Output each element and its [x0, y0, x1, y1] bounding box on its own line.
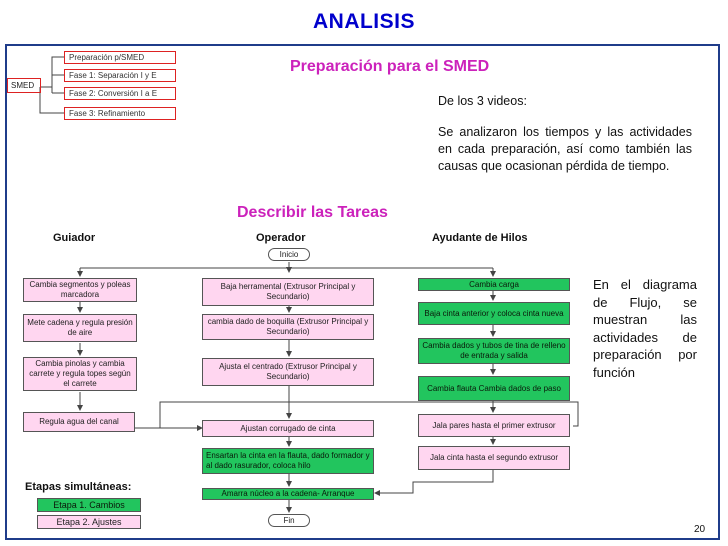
column-header-operador: Operador	[256, 232, 306, 244]
legend-title: Etapas simultáneas:	[25, 481, 132, 493]
smed-branch-fase3: Fase 3: Refinamiento	[64, 107, 176, 120]
flow-end-node: Fin	[268, 514, 310, 527]
operador-task: Ajustan corrugado de cinta	[202, 420, 374, 437]
operador-task: cambia dado de boquilla (Extrusor Principal y Secundario)	[202, 314, 374, 340]
guiador-task: Regula agua del canal	[23, 412, 135, 432]
guiador-task: Cambia segmentos y poleas marcadora	[23, 278, 137, 302]
side-note: En el diagrama de Flujo, se muestran las actividades de preparación por función	[593, 277, 697, 380]
guiador-task: Mete cadena y regula presión de aire	[23, 314, 137, 342]
page-number: 20	[694, 524, 706, 535]
ayudante-task: Cambia carga	[418, 278, 570, 291]
operador-task: Ajusta el centrado (Extrusor Principal y Secundario)	[202, 358, 374, 386]
ayudante-task: Baja cinta anterior y coloca cinta nueva	[418, 302, 570, 325]
smed-branch-fase2: Fase 2: Conversión I a E	[64, 87, 176, 100]
legend-stage-2: Etapa 2. Ajustes	[37, 515, 141, 529]
operador-task: Baja herramental (Extrusor Principal y Secundario)	[202, 278, 374, 306]
smed-root-node: SMED	[7, 78, 41, 93]
smed-branch-preparacion: Preparación p/SMED	[64, 51, 176, 64]
ayudante-task: Jala cinta hasta el segundo extrusor	[418, 446, 570, 470]
guiador-task: Cambia pinolas y cambia carrete y regula topes según el carrete	[23, 357, 137, 391]
column-header-guiador: Guiador	[53, 232, 96, 244]
section-body: Se analizaron los tiempos y las actividades en cada preparación, así como también las causas que ocasionan pérdida de tiempo.	[438, 125, 692, 173]
ayudante-task: Cambia flauta Cambia dados de paso	[418, 376, 570, 401]
smed-branch-fase1: Fase 1: Separación I y E	[64, 69, 176, 82]
ayudante-task: Jala pares hasta el primer extrusor	[418, 414, 570, 437]
operador-task: Amarra núcleo a la cadena- Arranque	[202, 488, 374, 500]
column-header-ayudante: Ayudante de Hilos	[432, 232, 528, 244]
page-title: ANALISIS	[312, 10, 415, 33]
section-heading-tareas: Describir las Tareas	[237, 204, 388, 221]
flow-start-node: Inicio	[268, 248, 310, 261]
section-heading-preparacion: Preparación para el SMED	[290, 58, 490, 75]
legend-stage-1: Etapa 1. Cambios	[37, 498, 141, 512]
section-intro: De los 3 videos:	[438, 94, 527, 108]
ayudante-task: Cambia dados y tubos de tina de relleno de entrada y salida	[418, 338, 570, 364]
operador-task: Ensartan la cinta en la flauta, dado formador y al dado rasurador, coloca hilo	[202, 448, 374, 474]
